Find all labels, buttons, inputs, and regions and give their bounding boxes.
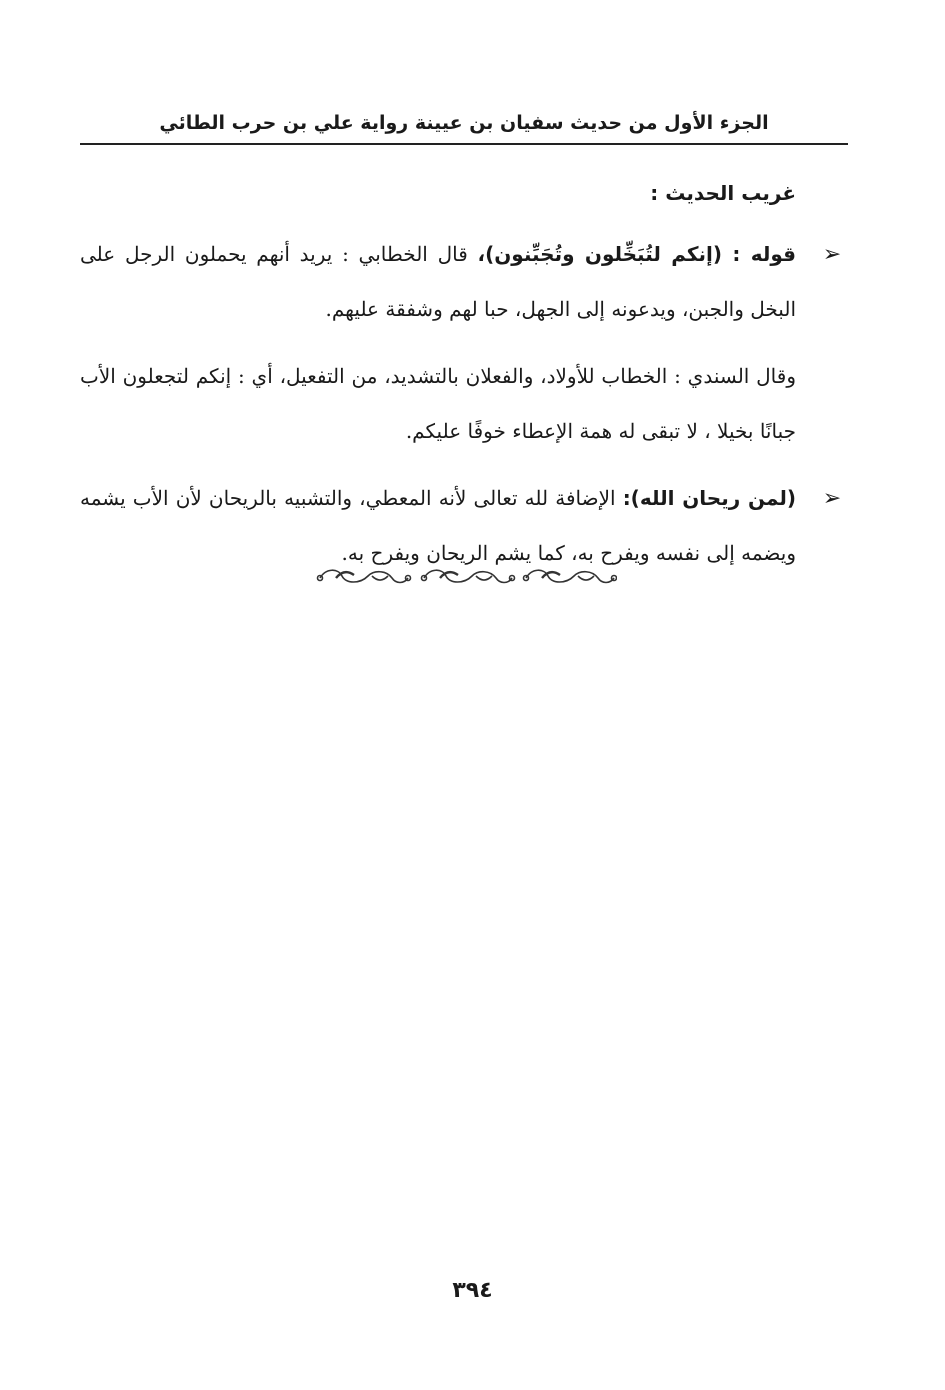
bullet-item-1 (80, 227, 848, 337)
running-header: الجزء الأول من حديث سفيان بن عيينة رواية علي بن حرب الطائي (159, 112, 769, 134)
page-body (80, 166, 848, 593)
decorative-divider-icon (312, 560, 617, 596)
arrowhead-bullet-icon: ➢ (822, 242, 842, 267)
section-heading: غريب الحديث : (650, 181, 796, 205)
page-number: ٣٩٤ (452, 1278, 493, 1303)
bullet-text: الإضافة لله تعالى لأنه المعطي، والتشبيه بالريحان لأن الأب يشمه ويضمه إلى نفسه ويفرح به، كما يشم الريحان ويفرح به. (80, 486, 796, 565)
paragraph: وقال السندي : الخطاب للأولاد، والفعلان بالتشديد، من التفعيل، أي : إنكم لتجعلون الأب جبانًا بخيلا ، لا تبقى له همة الإعطاء خوفًا عليكم. (80, 364, 796, 443)
bullet-lead: قوله : (إنكم لتُبَخِّلون وتُجَبِّنون)، (477, 242, 796, 266)
header-rule (80, 143, 848, 145)
arrowhead-bullet-icon: ➢ (822, 486, 842, 511)
bullet-lead: (لمن ريحان الله): (622, 486, 796, 510)
bullet-text: قال الخطابي : يريد أنهم يحملون الرجل على البخل والجبن، ويدعونه إلى الجهل، حبا لهم وشفقة عليهم. (80, 242, 796, 321)
